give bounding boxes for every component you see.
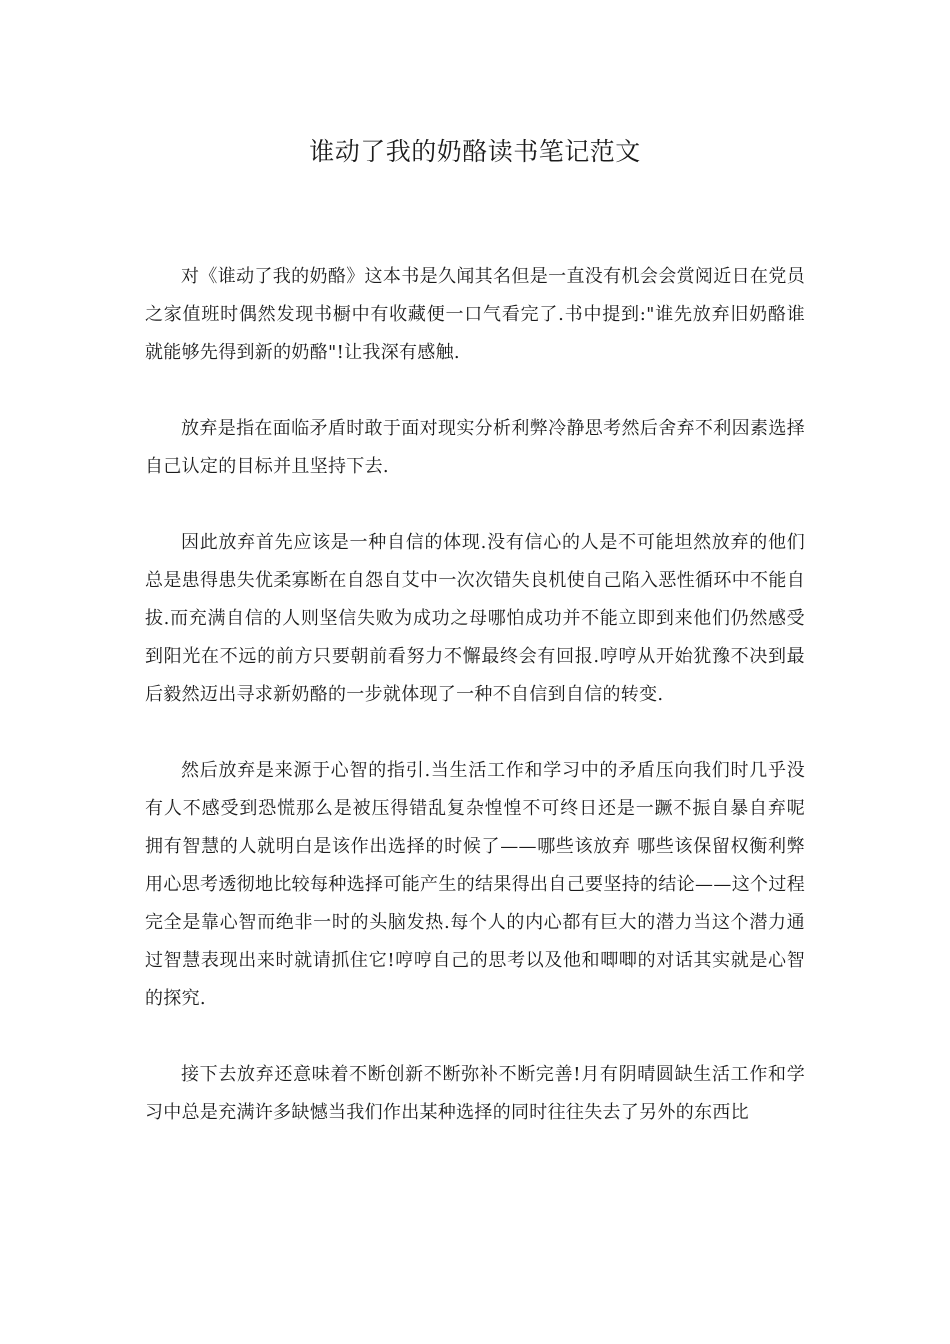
paragraph-2: 放弃是指在面临矛盾时敢于面对现实分析利弊冷静思考然后舍弃不利因素选择自己认定的目标并且坚持下去. <box>145 418 805 477</box>
paragraph-3: 因此放弃首先应该是一种自信的体现.没有信心的人是不可能坦然放弃的他们总是患得患失优柔寡断在自怨自艾中一次次错失良机使自己陷入恶性循环中不能自拔.而充满自信的人则坚信失败为成功之母哪怕成功并不能立即到来他们仍然感受到阳光在不远的前方只要朝前看努力不懈最终会有回报.哼哼从开始犹豫不决到最后毅然迈出寻求新奶酪的一步就体现了一种不自信到自信的转变. <box>145 532 805 705</box>
document-title: 谁动了我的奶酪读书笔记范文 <box>309 137 641 166</box>
document-body <box>145 258 805 1170</box>
paragraph-5: 接下去放弃还意味着不断创新不断弥补不断完善!月有阴晴圆缺生活工作和学习中总是充满许多缺憾当我们作出某种选择的同时往往失去了另外的东西比 <box>145 1064 805 1123</box>
paragraph-1: 对《谁动了我的奶酪》这本书是久闻其名但是一直没有机会会赏阅近日在党员之家值班时偶然发现书橱中有收藏便一口气看完了.书中提到:"谁先放弃旧奶酪谁就能够先得到新的奶酪"!让我深有感触. <box>145 266 805 363</box>
paragraph-4: 然后放弃是来源于心智的指引.当生活工作和学习中的矛盾压向我们时几乎没有人不感受到恐慌那么是被压得错乱复杂惶惶不可终日还是一蹶不振自暴自弃呢 拥有智慧的人就明白是该作出选择的时候了——哪些该放弃 哪些该保留权衡利弊用心思考透彻地比较每种选择可能产生的结果得出自己要坚持的结论——这个过程完全是靠心智而绝非一时的头脑发热.每个人的内心都有巨大的潜力当这个潜力通过智慧表现出来时就请抓住它!哼哼自己的思考以及他和唧唧的对话其实就是心智的探究. <box>145 760 805 1009</box>
